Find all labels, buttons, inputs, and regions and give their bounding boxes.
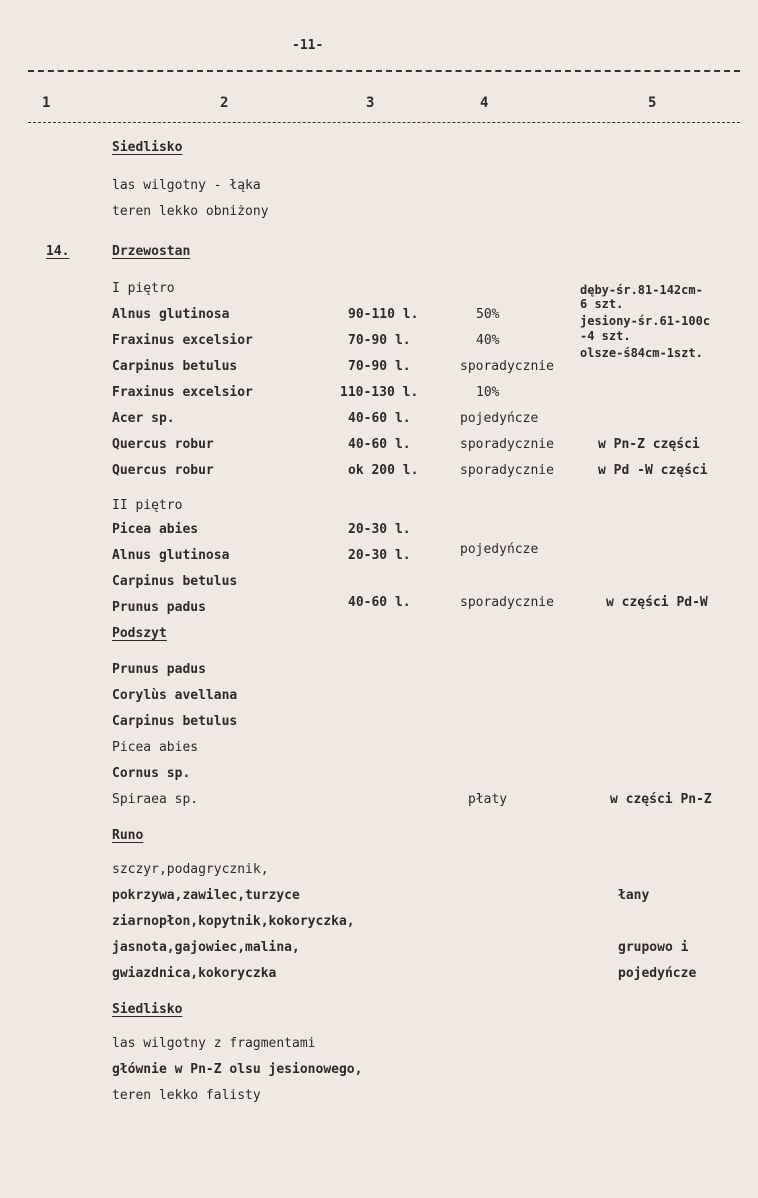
species-name: Acer sp. [112, 411, 175, 426]
note-value: w części Pn-Z [610, 792, 712, 807]
top-rule [28, 70, 740, 72]
species-name: Quercus robur [112, 437, 214, 452]
species-name: Prunus padus [112, 662, 206, 677]
section-line: teren lekko obniżony [112, 204, 269, 219]
section-heading-siedlisko: Siedlisko [112, 140, 183, 155]
heading-drzewostan: Drzewostan [112, 244, 191, 259]
column-number-5: 5 [648, 95, 657, 111]
column-number-4: 4 [480, 95, 489, 111]
entry-number: 14. [46, 244, 70, 259]
column-number-3: 3 [366, 95, 375, 111]
layer-label: II piętro [112, 498, 183, 513]
side-note-line: dęby-śr.81-142cm- [580, 283, 703, 297]
share-value: sporadycznie [460, 463, 554, 478]
share-value: płaty [468, 792, 508, 807]
share-value: 40% [476, 333, 500, 348]
species-name: Alnus glutinosa [112, 548, 230, 563]
runo-line: gwiazdnica,kokoryczka [112, 966, 277, 981]
species-name: Prunus padus [112, 600, 206, 615]
age-value: 20-30 l. [348, 548, 411, 563]
column-number-2: 2 [220, 95, 229, 111]
runo-line: ziarnopłon,kopytnik,kokoryczka, [112, 914, 355, 929]
age-value: 40-60 l. [348, 595, 411, 610]
page-number: -11- [292, 38, 324, 53]
age-value: ok 200 l. [348, 463, 419, 478]
age-value: 40-60 l. [348, 411, 411, 426]
species-name: Carpinus betulus [112, 714, 238, 729]
share-value: sporadycznie [460, 359, 554, 374]
species-name: Quercus robur [112, 463, 214, 478]
age-value: 110-130 l. [340, 385, 419, 400]
section-line: las wilgotny - łąka [112, 178, 261, 193]
layer-label: I piętro [112, 281, 175, 296]
species-name: Corylùs avellana [112, 688, 238, 703]
species-name: Fraxinus excelsior [112, 333, 253, 348]
age-value: 20-30 l. [348, 522, 411, 537]
share-value: pojedyńcze [460, 411, 539, 426]
share-value: 10% [476, 385, 500, 400]
age-value: 70-90 l. [348, 333, 411, 348]
heading-runo: Runo [112, 828, 144, 843]
share-value: sporadycznie [460, 437, 554, 452]
note-value: w części Pd-W [606, 595, 708, 610]
species-name: Carpinus betulus [112, 359, 238, 374]
note-value: grupowo i [618, 940, 689, 955]
species-name: Carpinus betulus [112, 574, 238, 589]
note-value: w Pd -W części [598, 463, 708, 478]
section-line: głównie w Pn-Z olsu jesionowego, [112, 1062, 363, 1077]
section-heading-siedlisko: Siedlisko [112, 1002, 183, 1017]
runo-line: jasnota,gajowiec,malina, [112, 940, 300, 955]
note-value: w Pn-Z części [598, 437, 700, 452]
column-number-1: 1 [42, 95, 51, 111]
note-value: łany [618, 888, 650, 903]
runo-line: pokrzywa,zawilec,turzyce [112, 888, 300, 903]
side-note-line: -4 szt. [580, 329, 631, 343]
side-note-line: 6 szt. [580, 297, 624, 311]
note-value: pojedyńcze [618, 966, 697, 981]
species-name: Fraxinus excelsior [112, 385, 253, 400]
species-name: Spiraea sp. [112, 792, 199, 807]
age-value: 90-110 l. [348, 307, 419, 322]
section-line: las wilgotny z fragmentami [112, 1036, 316, 1051]
species-name: Cornus sp. [112, 766, 191, 781]
header-bottom-rule [28, 122, 740, 123]
age-value: 40-60 l. [348, 437, 411, 452]
share-value: pojedyńcze [460, 542, 539, 557]
section-line: teren lekko falisty [112, 1088, 261, 1103]
species-name: Picea abies [112, 522, 199, 537]
runo-line: szczyr,podagrycznik, [112, 862, 269, 877]
age-value: 70-90 l. [348, 359, 411, 374]
species-name: Picea abies [112, 740, 199, 755]
species-name: Alnus glutinosa [112, 307, 230, 322]
side-note-line: jesiony-śr.61-100c [580, 314, 711, 328]
share-value: sporadycznie [460, 595, 554, 610]
share-value: 50% [476, 307, 500, 322]
side-note-line: olsze-ś84cm-1szt. [580, 346, 703, 360]
heading-podszyt: Podszyt [112, 626, 167, 641]
